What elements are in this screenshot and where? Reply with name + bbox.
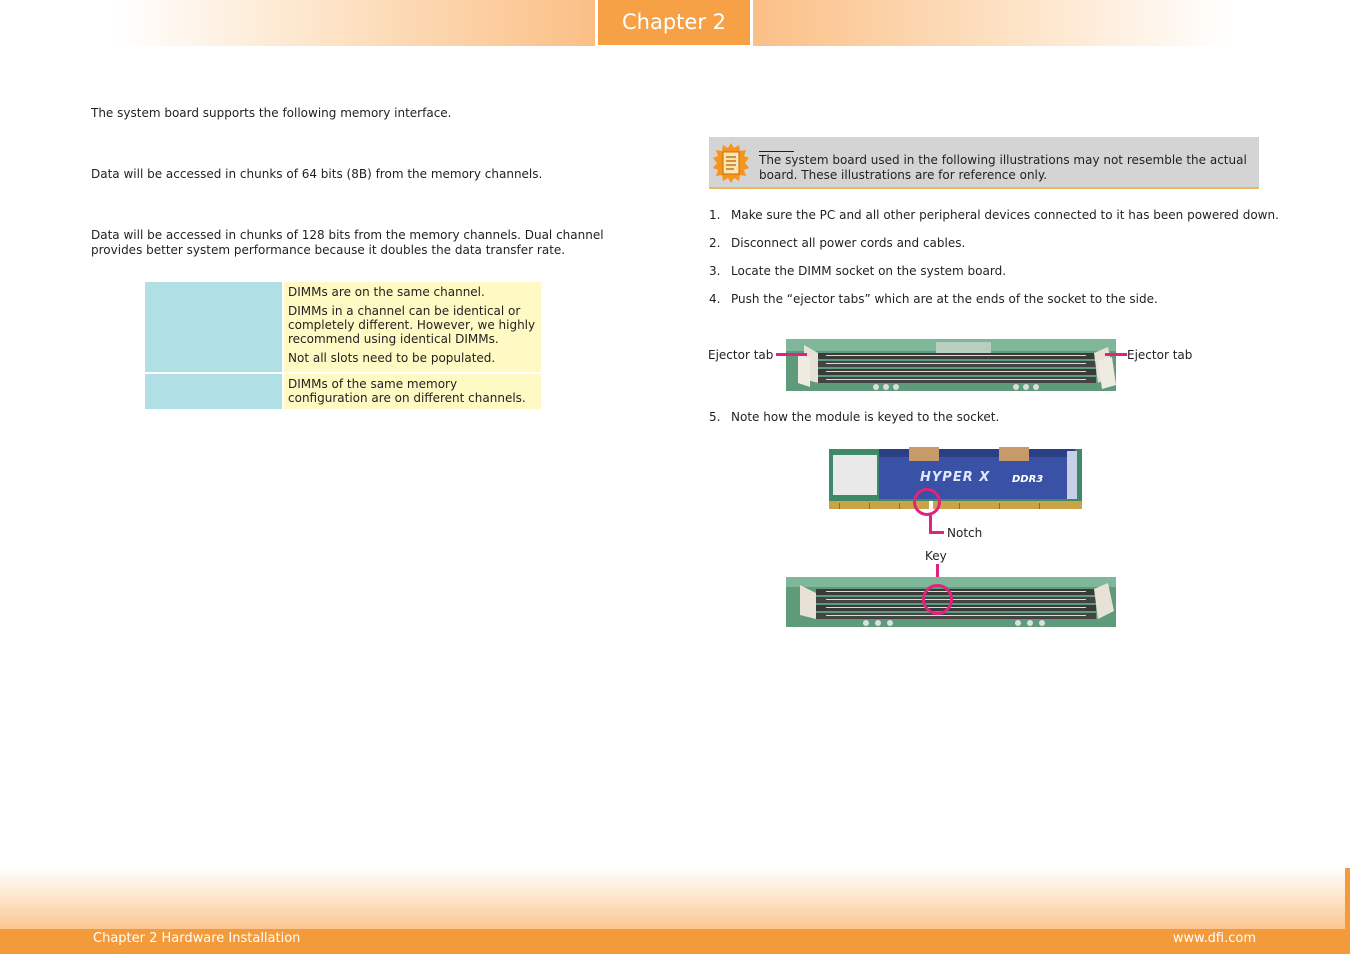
table-line: DIMMs of the same memory configuration are on different channels. [288, 377, 526, 405]
step-text: Locate the DIMM socket on the system board. [731, 264, 1007, 278]
note-heading-rule [759, 151, 794, 152]
step-number: 2. [709, 236, 721, 250]
step-number: 1. [709, 208, 721, 222]
step-number: 5. [709, 410, 721, 424]
step-text: Disconnect all power cords and cables. [731, 236, 966, 250]
list-item [709, 236, 965, 251]
table-row [145, 282, 541, 373]
step-number: 3. [709, 264, 721, 278]
table-row-value [283, 373, 541, 409]
ejector-callout-left [776, 353, 807, 356]
list-item [709, 264, 1006, 279]
footer-chapter-title: Chapter 2 Hardware Installation [93, 931, 301, 946]
table-row [145, 373, 541, 409]
list-item [709, 292, 1158, 307]
step-text: Make sure the PC and all other peripheral devices connected to it has been powered down. [731, 208, 1279, 222]
memory-intro: The system board supports the following memory interface. [91, 106, 452, 120]
chapter-tab: Chapter 2 [598, 0, 750, 45]
ejector-callout-right [1105, 353, 1127, 356]
header-band-left [115, 0, 595, 46]
table-line: Not all slots need to be populated. [288, 351, 496, 365]
step-text: Push the “ejector tabs” which are at the ends of the socket to the side. [731, 292, 1158, 306]
table-row-label [145, 282, 283, 373]
footer-band [0, 868, 1350, 930]
table-row-value [283, 282, 541, 373]
notch-label: Notch [947, 526, 983, 540]
list-item [709, 410, 999, 425]
list-item [709, 208, 1279, 223]
ejector-tab-label-left: Ejector tab [708, 348, 774, 362]
table-line: DIMMs in a channel can be identical or completely different. However, we highly recommend using identical DIMMs. [288, 304, 536, 346]
module-brand: HYPER X [920, 470, 991, 485]
ejector-tab-label-right: Ejector tab [1127, 348, 1193, 362]
footer-edge [1345, 868, 1350, 930]
memory-mode-table [145, 282, 541, 409]
step-number: 4. [709, 292, 721, 306]
dimm-socket-figure [786, 339, 1116, 391]
single-channel-desc: Data will be accessed in chunks of 64 bits (8B) from the memory channels. [91, 167, 543, 181]
notch-callout-foot [929, 531, 944, 534]
table-row-label [145, 373, 283, 409]
key-label: Key [925, 549, 947, 563]
module-type: DDR3 [1012, 474, 1044, 485]
key-callout-circle [922, 584, 953, 615]
note-icon [713, 143, 749, 183]
dual-channel-desc: Data will be accessed in chunks of 128 bits from the memory channels. Dual channel provides better system performance because it doubles the data transfer rate. [91, 228, 604, 257]
notch-callout-circle [913, 488, 941, 516]
table-line: DIMMs are on the same channel. [288, 285, 485, 299]
header-band-right [753, 0, 1233, 46]
footer-website-link[interactable]: www.dfi.com [1172, 931, 1256, 946]
note-text: The system board used in the following illustrations may not resemble the actual board. These illustrations are for reference only. [759, 153, 1247, 182]
step-text: Note how the module is keyed to the socket. [731, 410, 1000, 424]
